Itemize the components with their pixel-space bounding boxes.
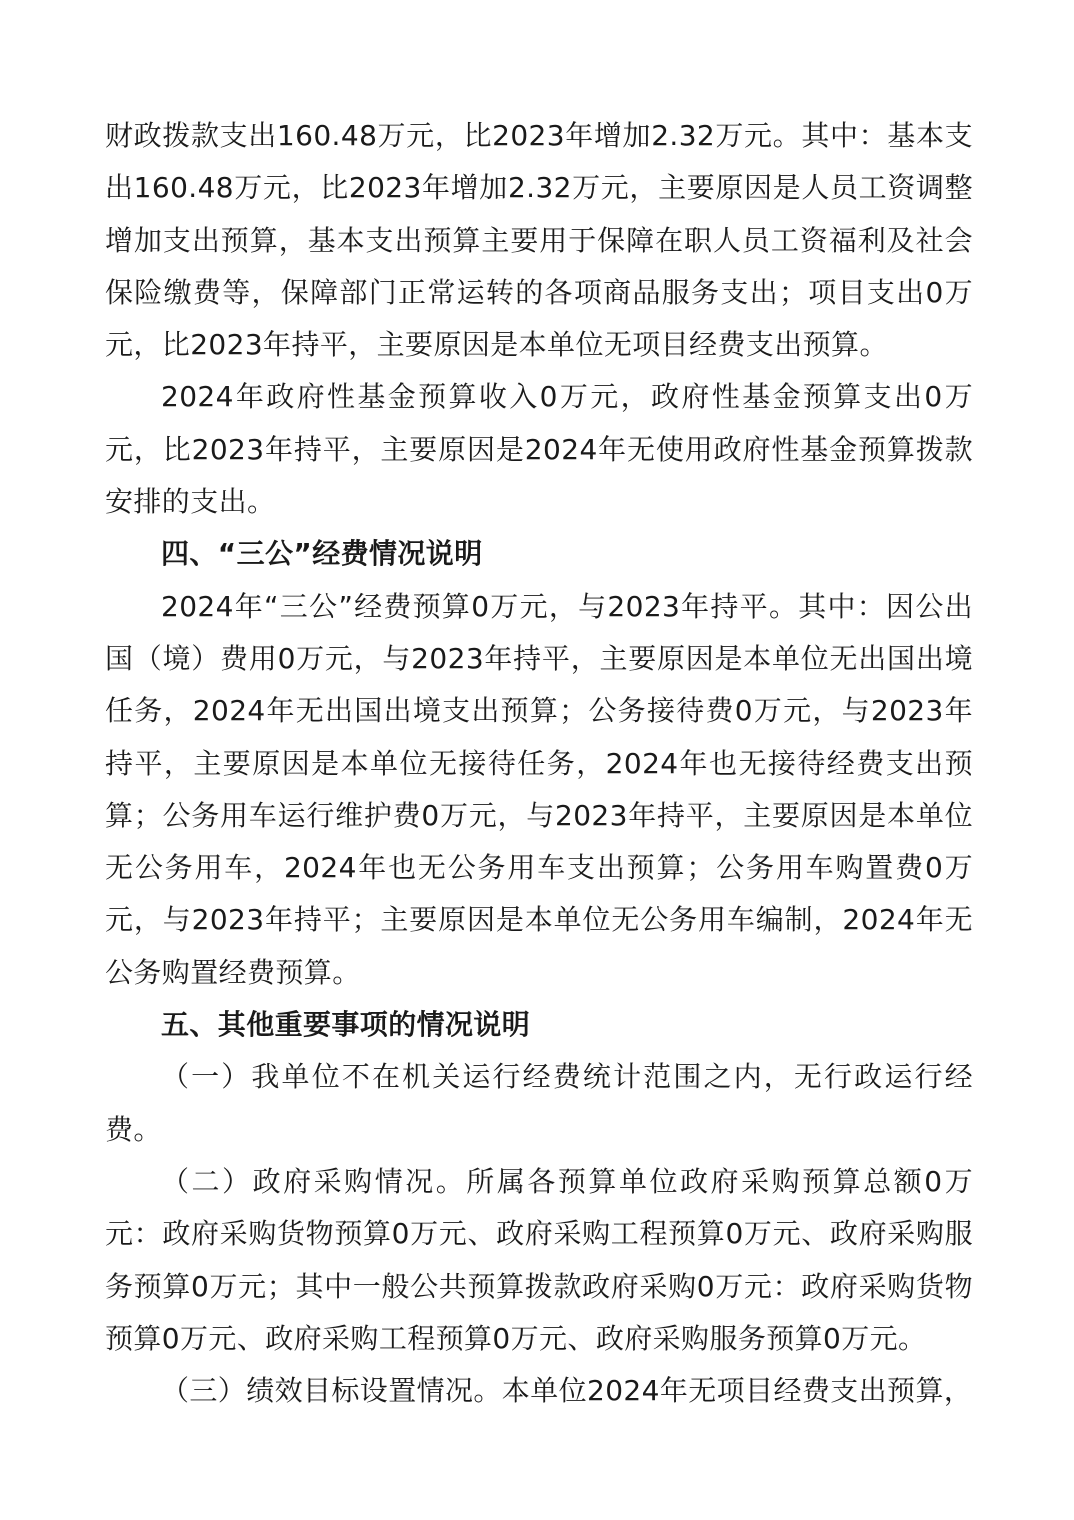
paragraph-performance-targets: （三）绩效目标设置情况。本单位2024年无项目经费支出预算， (161, 1374, 973, 1408)
paragraph-operating-expenses: （一）我单位不在机关运行经费统计范围之内，无行政运行经费。 (105, 1060, 973, 1146)
paragraph-fiscal-expenditure: 财政拨款支出160.48万元，比2023年增加2.32万元。其中：基本支出160.48万元，比2023年增加2.32万元，主要原因是人员工资调整增加支出预算，基本支出预算主要用于保障在职人员工资福利及社会保险缴费等，保障部门正常运转的各项商品服务支出；项目支出0万元，比2023年持平，主要原因是本单位无项目经费支出预算。 (105, 119, 973, 362)
section-heading-other-matters: 五、其他重要事项的情况说明 (161, 1008, 531, 1042)
paragraph-three-public-expenses: 2024年“三公”经费预算0万元，与2023年持平。其中：因公出国（境）费用0万元，与2023年持平，主要原因是本单位无出国出境任务，2024年无出国出境支出预算；公务接待费0万元，与2023年持平，主要原因是本单位无接待任务，2024年也无接待经费支出预算；公务用车运行维护费0万元，与2023年持平，主要原因是本单位无公务用车，2024年也无公务用车支出预算；公务用车购置费0万元，与2023年持平；主要原因是本单位无公务用车编制，2024年无公务购置经费预算。 (105, 589, 973, 989)
document-body (105, 110, 973, 1417)
paragraph-government-fund: 2024年政府性基金预算收入0万元，政府性基金预算支出0万元，比2023年持平，主要原因是2024年无使用政府性基金预算拨款安排的支出。 (105, 380, 973, 519)
section-heading-three-public: 四、“三公”经费情况说明 (161, 537, 483, 571)
paragraph-government-procurement: （二）政府采购情况。所属各预算单位政府采购预算总额0万元：政府采购货物预算0万元、政府采购工程预算0万元、政府采购服务预算0万元；其中一般公共预算拨款政府采购0万元：政府采购货物预算0万元、政府采购工程预算0万元、政府采购服务预算0万元。 (105, 1164, 973, 1355)
